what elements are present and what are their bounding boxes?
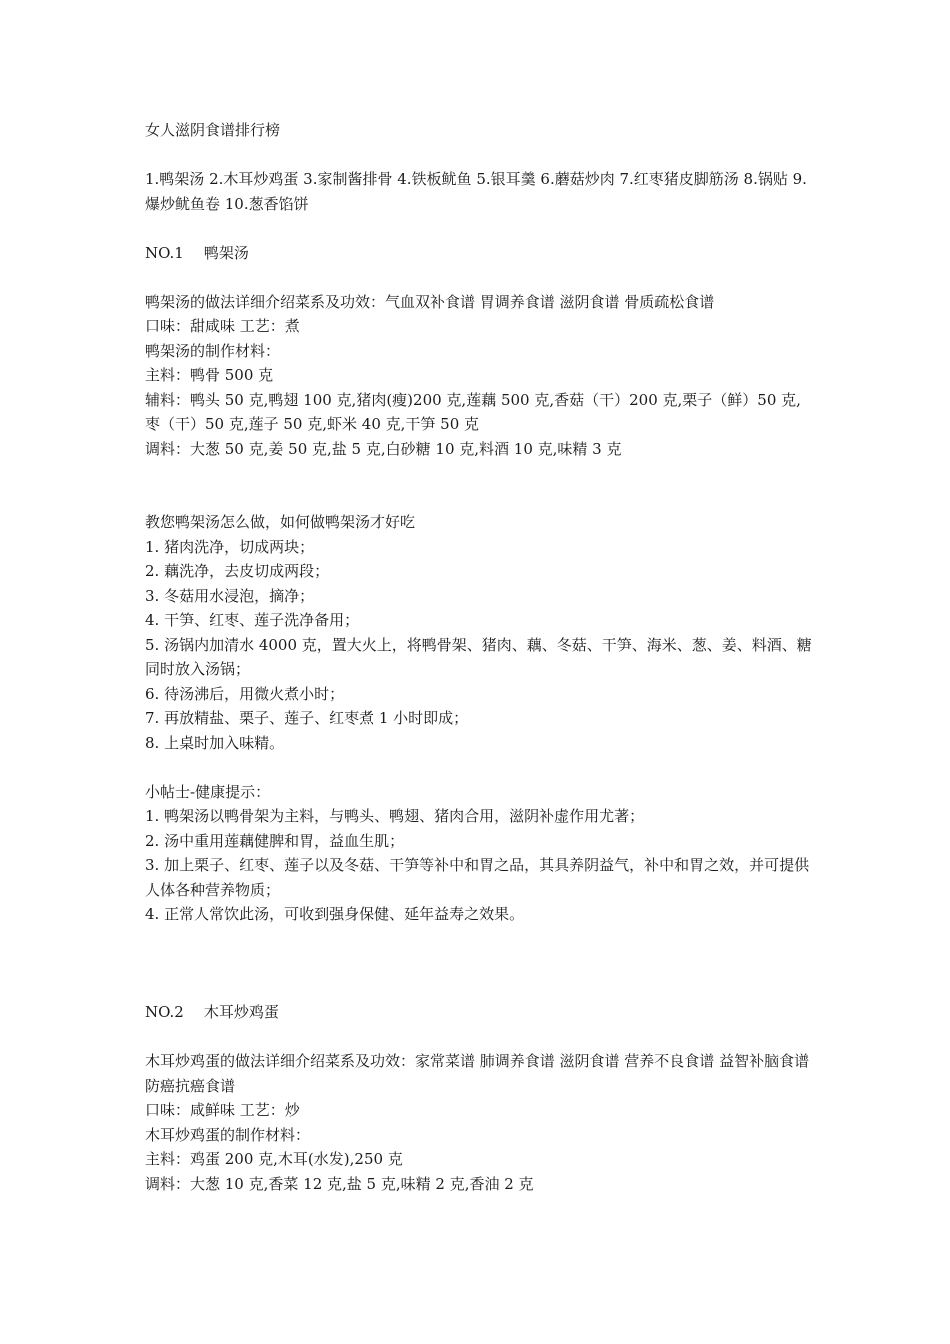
- ranking-list: 1.鸭架汤 2.木耳炒鸡蛋 3.家制酱排骨 4.铁板鱿鱼 5.银耳羹 6.蘑菇炒肉 7.红枣猪皮脚筋汤 8.锅贴 9.爆炒鱿鱼卷 10.葱香馅饼: [145, 170, 807, 213]
- main-ingredients: 主料：鸭骨 500 克: [145, 366, 274, 384]
- tip-item: 4. 正常人常饮此汤，可收到强身保健、延年益寿之效果。: [145, 905, 525, 923]
- dish-taste: 口味：咸鲜味 工艺：炒: [145, 1101, 300, 1119]
- step-item: 8. 上桌时加入味精。: [145, 733, 285, 752]
- materials-heading: 木耳炒鸡蛋的制作材料：: [145, 1125, 311, 1144]
- step-item: 5. 汤锅内加清水 4000 克，置大火上，将鸭骨架、猪肉、藕、冬菇、干笋、海米、葱、姜、料酒、糖同时放入汤锅；: [145, 635, 812, 678]
- tip-item: 2. 汤中重用莲藕健脾和胃，益血生肌；: [145, 831, 405, 850]
- step-item: 6. 待汤沸后，用微火煮小时；: [145, 684, 345, 703]
- steps-heading: 教您鸭架汤怎么做，如何做鸭架汤才好吃: [145, 513, 416, 531]
- main-ingredients: 主料：鸡蛋 200 克,木耳(水发),250 克: [145, 1150, 403, 1168]
- step-item: 1. 猪肉洗净，切成两块；: [145, 537, 315, 556]
- section-number: NO.2: [145, 1003, 184, 1021]
- step-item: 3. 冬菇用水浸泡，摘净；: [145, 586, 315, 605]
- tip-item: 1. 鸭架汤以鸭骨架为主料，与鸭头、鸭翅、猪肉合用，滋阴补虚作用尤著；: [145, 807, 645, 825]
- section-number: NO.1: [145, 243, 184, 262]
- document-title: 女人滋阴食谱排行榜: [145, 121, 281, 139]
- dish-intro: 木耳炒鸡蛋的做法详细介绍菜系及功效：家常菜谱 肺调养食谱 滋阴食谱 营养不良食谱 益智补脑食谱 防癌抗癌食谱: [145, 1052, 810, 1095]
- section-dish-name: 鸭架汤: [203, 243, 249, 262]
- aux-ingredients: 辅料：鸭头 50 克,鸭翅 100 克,猪肉(瘦)200 克,莲藕 500 克,香菇（干）200 克,栗子（鲜）50 克,枣（干）50 克,莲子 50 克,虾米 40 克,干笋 50 克: [145, 390, 801, 433]
- materials-heading: 鸭架汤的制作材料：: [145, 341, 281, 360]
- tip-item: 3. 加上栗子、红枣、莲子以及冬菇、干笋等补中和胃之品，其具养阴益气，补中和胃之效，并可提供人体各种营养物质；: [145, 856, 810, 899]
- step-item: 2. 藕洗净，去皮切成两段；: [145, 562, 330, 580]
- seasoning: 调料：大葱 10 克,香菜 12 克,盐 5 克,味精 2 克,香油 2 克: [145, 1174, 534, 1193]
- section-title-no1: [145, 241, 815, 266]
- section-dish-name: 木耳炒鸡蛋: [203, 1003, 279, 1021]
- section-title-no2: [145, 1000, 815, 1025]
- dish-taste: 口味：甜咸味 工艺：煮: [145, 317, 300, 335]
- document-page: [145, 118, 815, 1196]
- dish-intro: 鸭架汤的做法详细介绍菜系及功效：气血双补食谱 胃调养食谱 滋阴食谱 骨质疏松食谱: [145, 292, 715, 311]
- tips-heading: 小帖士-健康提示：: [145, 782, 271, 801]
- seasoning: 调料：大葱 50 克,姜 50 克,盐 5 克,白砂糖 10 克,料酒 10 克,味精 3 克: [145, 439, 622, 458]
- step-item: 4. 干笋、红枣、莲子洗净备用；: [145, 611, 360, 629]
- step-item: 7. 再放精盐、栗子、莲子、红枣煮 1 小时即成；: [145, 709, 469, 727]
